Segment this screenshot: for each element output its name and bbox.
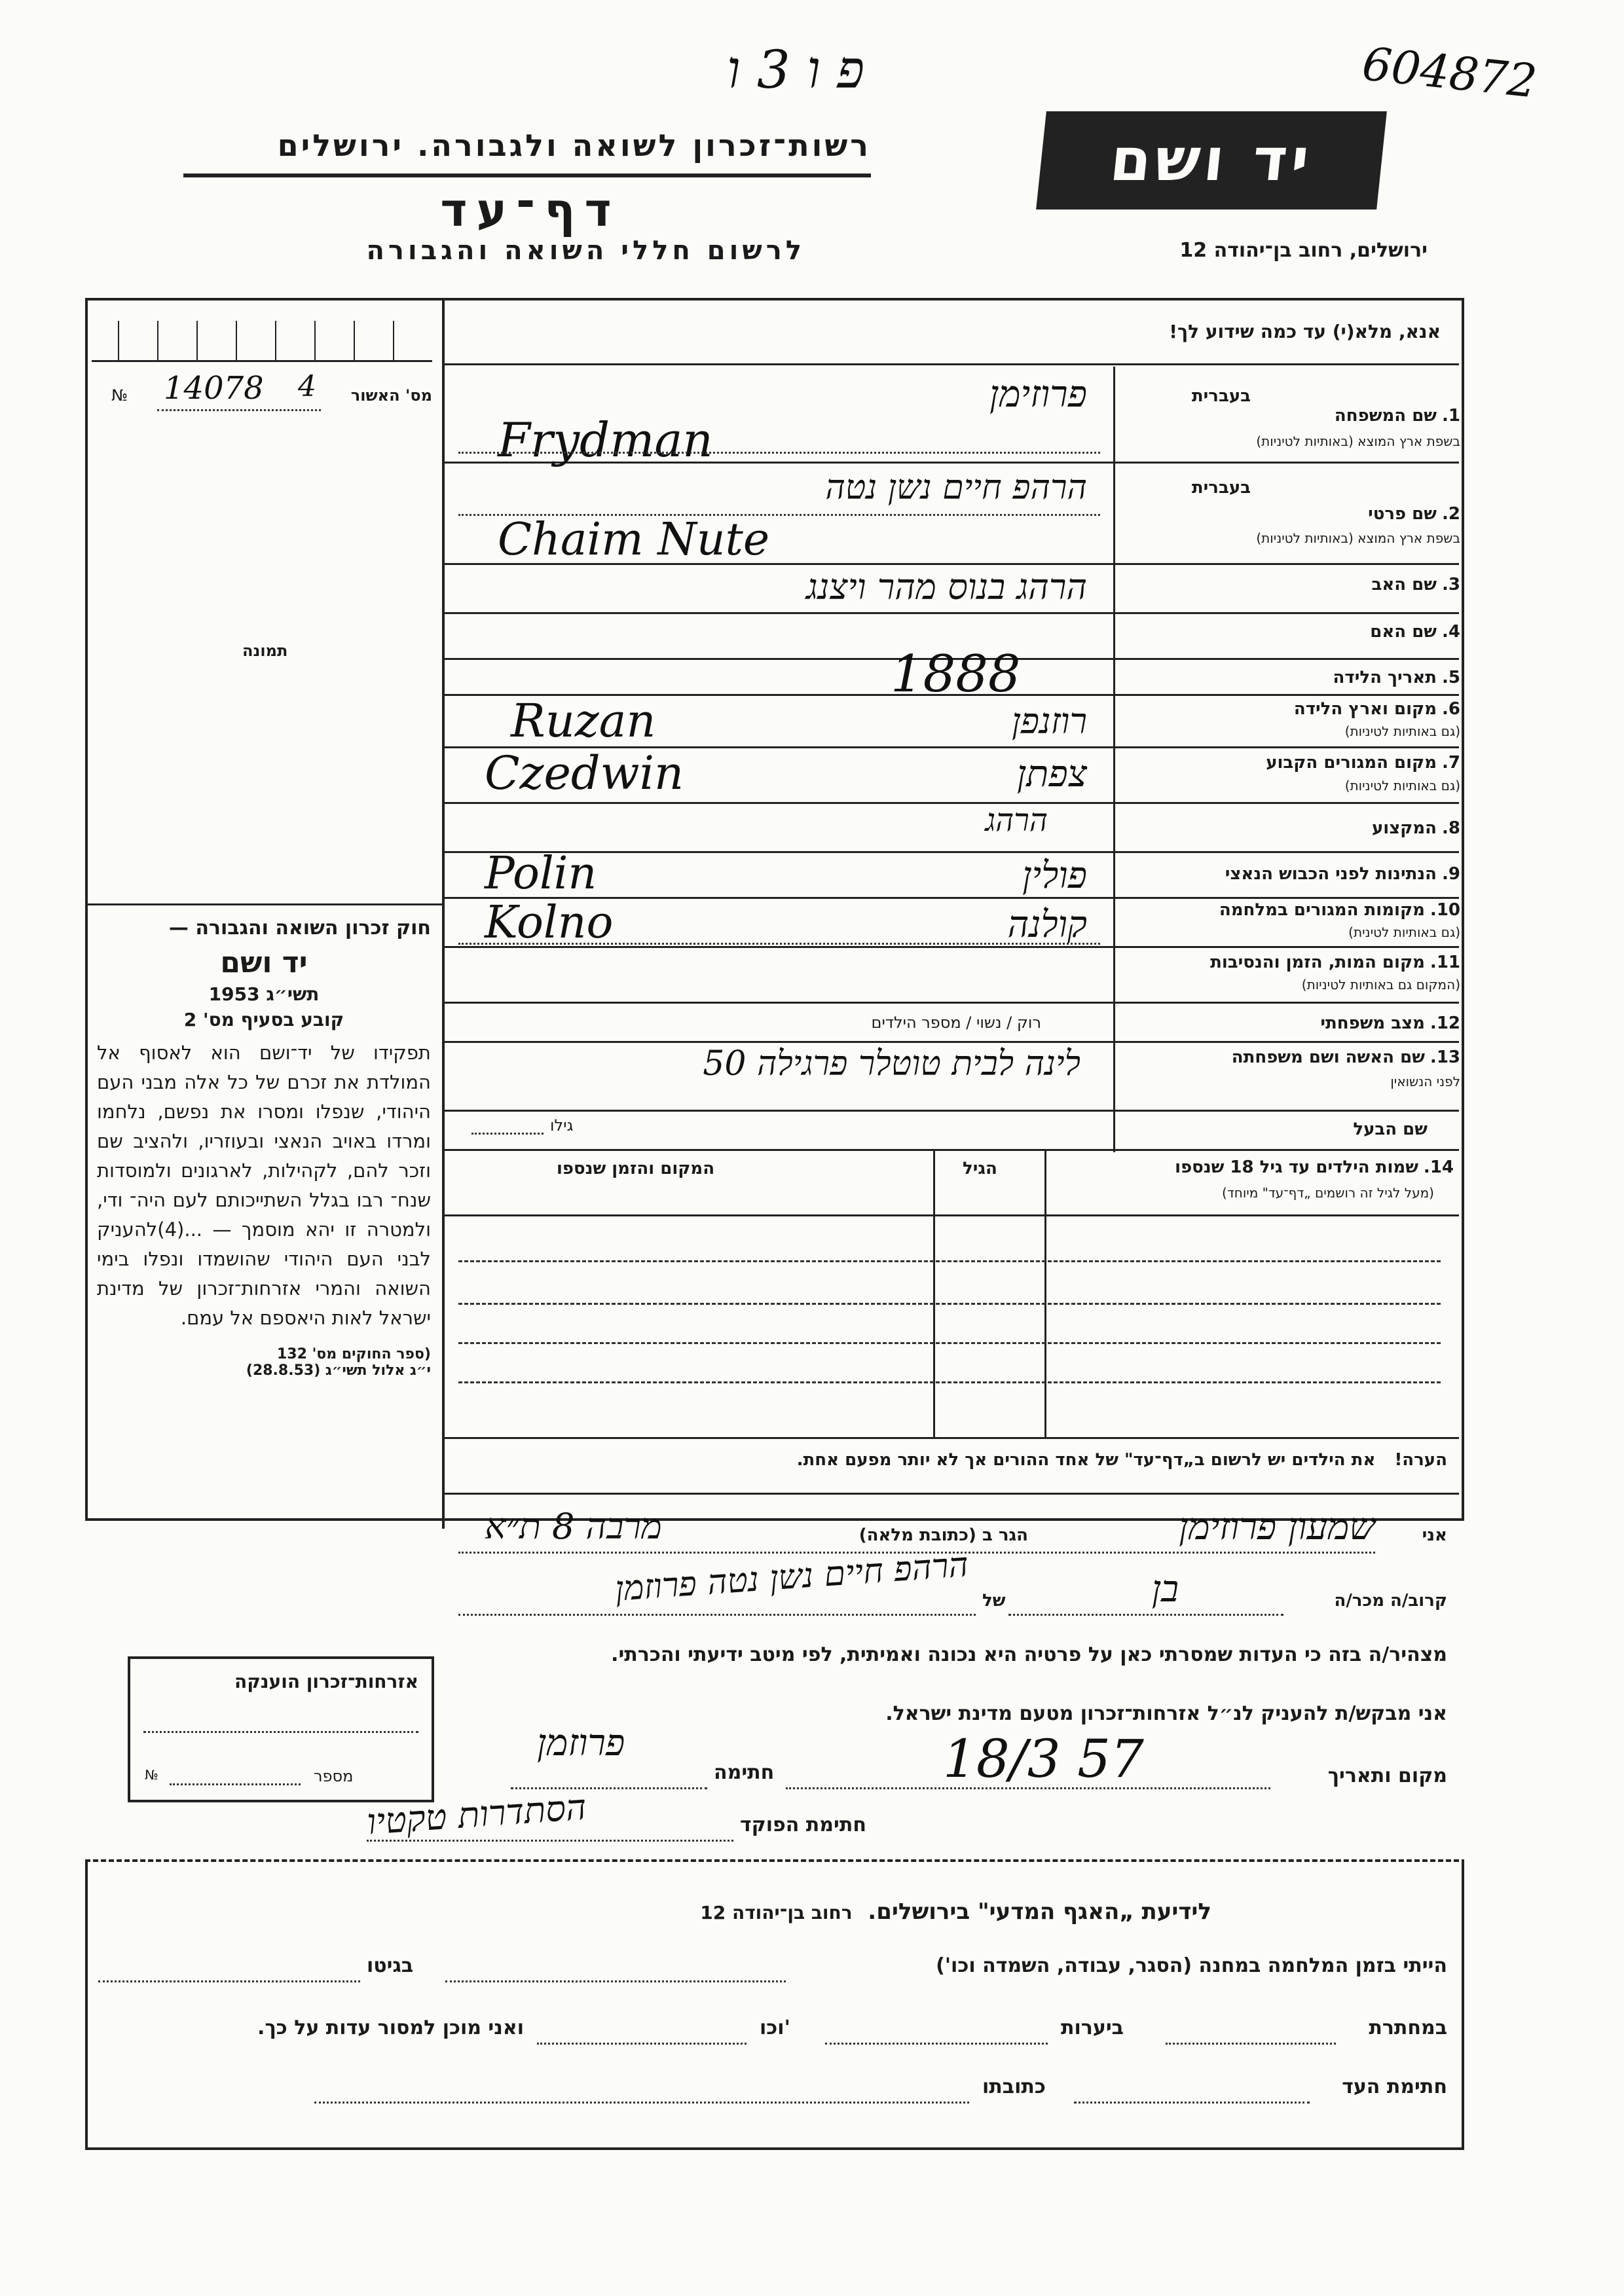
declarant-name: שמעון פרוזימן xyxy=(1179,1506,1375,1548)
form-subtitle: לרשום חללי השואה והגבורה xyxy=(366,236,805,266)
field-number: 1. xyxy=(1442,406,1460,426)
declaration-text: מצהיר/ה בזה כי העדות שמסרתי כאן על פרטיה היא נכונה ואמיתית, לפי מיטב ידיעתי והכרתי. xyxy=(611,1643,1447,1666)
approval-number: 14078 xyxy=(164,370,264,407)
relation: בן xyxy=(1151,1568,1179,1611)
residence-latin: Czedwin xyxy=(485,746,684,800)
field-10-label: 10.מקומות המגורים במלחמה xyxy=(1219,900,1460,920)
footer-line-2a: במחתרת xyxy=(1369,2016,1447,2039)
law-title: חוק זכרון השואה והגבורה — xyxy=(168,917,431,939)
approval-label: מס' האשור xyxy=(350,386,432,405)
father-name: הרהג בנוס מהר ויצנג xyxy=(805,566,1087,608)
field-9-label: 9.הנתינות לפני הכבוש הנאצי xyxy=(1225,864,1460,884)
authority-name: רשות־זכרון לשואה ולגבורה. ירושלים xyxy=(277,128,871,163)
citizenship-line xyxy=(143,1731,418,1733)
of-line xyxy=(458,1614,976,1616)
footer-frame xyxy=(85,1859,1464,2150)
date-value: 18/3 57 xyxy=(943,1728,1144,1789)
footer-line-3a: חתימת העד xyxy=(1342,2075,1447,2098)
footer-line-2d: ואני מוכן למסור עדות על כך. xyxy=(257,2016,524,2039)
field-line xyxy=(471,1133,544,1135)
children-row-line xyxy=(458,1303,1441,1305)
children-sub: (מעל לגיל זה רושמים „דף־עד" מיוחד) xyxy=(1222,1185,1434,1201)
law-year: תשי״ג 1953 xyxy=(208,983,320,1005)
field-10-sub: (גם באותיות לטינית) xyxy=(1348,924,1460,940)
citizenship-number-label: מספר xyxy=(314,1767,354,1785)
signature-label: חתימה xyxy=(714,1761,775,1784)
approval-no-sign: № xyxy=(111,386,128,405)
citizenship-num-line xyxy=(170,1783,301,1785)
field-line xyxy=(458,452,1100,454)
field-number: 2. xyxy=(1442,504,1460,524)
citizenship-no-sign: № xyxy=(145,1767,158,1783)
field-7-label: 7.מקום המגורים הקבוע xyxy=(1266,753,1460,773)
of-label: של xyxy=(982,1591,1006,1611)
wife-name: לינה לבית טוטלר פרגילה 50 xyxy=(703,1044,1080,1084)
family-name-latin: Frydman xyxy=(498,412,713,467)
children-row-line xyxy=(458,1381,1441,1383)
nationality-hebrew: פולין xyxy=(1022,854,1087,897)
row-line xyxy=(445,1149,1459,1151)
law-clause: קובע בסעיף מס' 2 xyxy=(183,1009,344,1030)
field-13-sub: לפני הנשואין xyxy=(1390,1074,1460,1089)
row-line xyxy=(445,1493,1459,1495)
relative-label: קרוב/ה מכר/ה xyxy=(1334,1591,1447,1611)
field-11-label: 11.מקום המות, הזמן והנסיבות xyxy=(1210,953,1460,972)
husband-label: שם הבעל xyxy=(1353,1120,1428,1139)
official-label: חתימת הפוקד xyxy=(740,1813,866,1836)
official-signature: הסתדרות טקטיו xyxy=(365,1786,588,1843)
relation-line xyxy=(1008,1614,1283,1616)
hebrew-label-2: בעברית xyxy=(1191,478,1251,498)
signature: פרוזמן xyxy=(537,1722,625,1764)
field-1-sub: בשפת ארץ המוצא (באותיות לטיניות) xyxy=(1256,433,1460,449)
footer-line-1a: הייתי בזמן המלחמה במחנה (הסגר, עבודה, השמדה וכו') xyxy=(936,1954,1447,1977)
field-1-label xyxy=(1113,406,1460,426)
row-line xyxy=(445,1437,1459,1439)
law-ref-1: (ספר החוקים מס' 132 xyxy=(276,1346,431,1362)
declarant-i-label: אני xyxy=(1422,1525,1447,1545)
form-title: דף־עד xyxy=(440,183,621,237)
field-7-sub: (גם באותיות לטיניות) xyxy=(1344,778,1460,793)
file-mark: פ ו 3 ו xyxy=(727,39,865,100)
field-6-label: 6.מקום וארץ הלידה xyxy=(1293,699,1460,719)
children-col xyxy=(933,1149,935,1437)
field-line xyxy=(458,943,1100,945)
date-line xyxy=(786,1787,1270,1789)
citizenship-box xyxy=(128,1656,434,1802)
please-fill-note: אנא, מלא(י) עד כמה שידוע לך! xyxy=(1169,321,1441,342)
photo-label: תמונה xyxy=(242,642,288,660)
field-label: שם פרטי xyxy=(1368,504,1437,524)
field-2-sub: בשפת ארץ המוצא (באותיות לטיניות) xyxy=(1256,530,1460,546)
authority-underline xyxy=(183,173,871,177)
wartime-residence-latin: Kolno xyxy=(485,897,614,949)
declarant-residing-label: הגר ב (כתובת מלאה) xyxy=(858,1525,1028,1545)
profession: הרהג xyxy=(985,802,1048,839)
children-row-line xyxy=(458,1342,1441,1344)
birth-date: 1888 xyxy=(891,645,1021,704)
place-date-label: מקום ותאריך xyxy=(1327,1764,1447,1787)
approval-boxes xyxy=(92,314,432,362)
sidebar-divider xyxy=(85,903,445,905)
official-line xyxy=(367,1840,733,1842)
field-11-sub: (המקום גם באותיות לטיניות) xyxy=(1301,977,1460,993)
relative-of-name: הרהפ חיים נשן נטה פרוזמן xyxy=(614,1545,970,1609)
field-12-label: 12.מצב משפחתי xyxy=(1320,1013,1460,1033)
field-3-label: 3.שם האב xyxy=(1371,575,1460,594)
approval-prefix: 4 xyxy=(298,370,316,403)
field-2-label xyxy=(1113,504,1460,524)
note-text: את הילדים יש לרשום ב„דף־עד" של אחד ההורים אך לא יותר מפעם אחת. xyxy=(796,1450,1376,1470)
birthplace-hebrew: רוזנפן xyxy=(1011,701,1087,742)
field-line xyxy=(458,514,1100,516)
footer-line-3b: כתובתו xyxy=(982,2075,1046,2098)
children-col xyxy=(1044,1149,1046,1437)
birthplace-latin: Ruzan xyxy=(511,694,656,748)
row-line xyxy=(445,612,1459,614)
first-name-latin: Chaim Nute xyxy=(498,514,770,566)
law-sidebar xyxy=(97,917,431,1379)
nationality-latin: Polin xyxy=(485,848,597,900)
row-line xyxy=(445,363,1459,365)
children-age-header: הגיל xyxy=(963,1159,997,1178)
field-6-sub: (גם באותיות לטיניות) xyxy=(1344,723,1460,739)
field-4-label: 4.שם האם xyxy=(1370,622,1460,642)
approval-line xyxy=(157,409,321,411)
law-name: יד ושם xyxy=(220,946,308,979)
law-text: תפקידו של יד־ושם הוא לאסוף אל המולדת את זכרם של כל אלה מבני העם היהודי, שנפלו ומסרו את נפשם, נלחמו ומרדו באויב הנאצי ובעוזריו, ולהציב שם וזכר להם, לקהילות, לארגונים ולמוסדות שנח־ רבו בגלל השתייכותם לעם היה־ ודי, ולמטרה זו יהא מוסמך — ...(4)להעניק לבני העם היהודי שהושמדו ונפלו בימי השואה והמרי אזרחות־זכרון של מדינת ישראל לאות היאספם אל עמם. xyxy=(97,1042,431,1329)
photo-column-border xyxy=(442,298,445,1529)
children-place-header: המקום והזמן שנספו xyxy=(557,1159,715,1178)
field-8-label: 8.המקצוע xyxy=(1371,818,1460,838)
hebrew-label-1: בעברית xyxy=(1191,386,1251,406)
marital-status: רוק / נשוי / מספר הילדים xyxy=(871,1013,1041,1032)
field-label: שם המשפחה xyxy=(1334,406,1437,426)
children-row-line xyxy=(458,1260,1441,1262)
children-header: 14.שמות הילדים עד גיל 18 שנספו xyxy=(1175,1157,1454,1177)
row-line xyxy=(445,1041,1459,1043)
row-line xyxy=(445,851,1459,853)
footer-line-1b: בגיטו xyxy=(367,1954,414,1977)
footer-line-2c: וכו' xyxy=(760,2016,790,2039)
declarant-address: מרבה 8 ת״א xyxy=(485,1506,662,1547)
first-name-hebrew: הרהפ חיים נשן נטה xyxy=(825,468,1087,507)
row-line xyxy=(445,1110,1459,1112)
yad-vashem-logo: יד ושם xyxy=(1036,111,1387,210)
wartime-residence-hebrew: קולנה xyxy=(1007,903,1087,946)
citizenship-title: אזרחות־זכרון הוענקה xyxy=(234,1671,418,1692)
spouse-age-label: גילו xyxy=(550,1116,574,1135)
children-header-line xyxy=(445,1214,1459,1216)
archive-number: 604872 xyxy=(1359,37,1540,109)
row-line xyxy=(445,1002,1459,1004)
note-label: הערה! xyxy=(1394,1450,1447,1470)
law-ref-2: י״ג אלול תשי״ג (28.8.53) xyxy=(246,1362,431,1379)
header-address: ירושלים, רחוב בן־יהודה 12 xyxy=(1179,239,1428,262)
residence-hebrew: צפתן xyxy=(1016,753,1087,795)
request-text: אני מבקש/ת להעניק לנ״ל אזרחות־זכרון מטעם מדינת ישראל. xyxy=(885,1702,1447,1725)
family-name-hebrew: פרוזימן xyxy=(989,373,1087,416)
field-13-label: 13.שם האשה ושם משפחתה xyxy=(1231,1048,1460,1067)
note xyxy=(458,1450,1447,1470)
field-5-label: 5.תאריך הלידה xyxy=(1333,668,1460,687)
footer-title: לידיעת „האגף המדעי" בירושלים. רחוב בן־יהודה 12 xyxy=(700,1899,1211,1925)
footer-line-2b: ביערות xyxy=(1061,2016,1124,2039)
